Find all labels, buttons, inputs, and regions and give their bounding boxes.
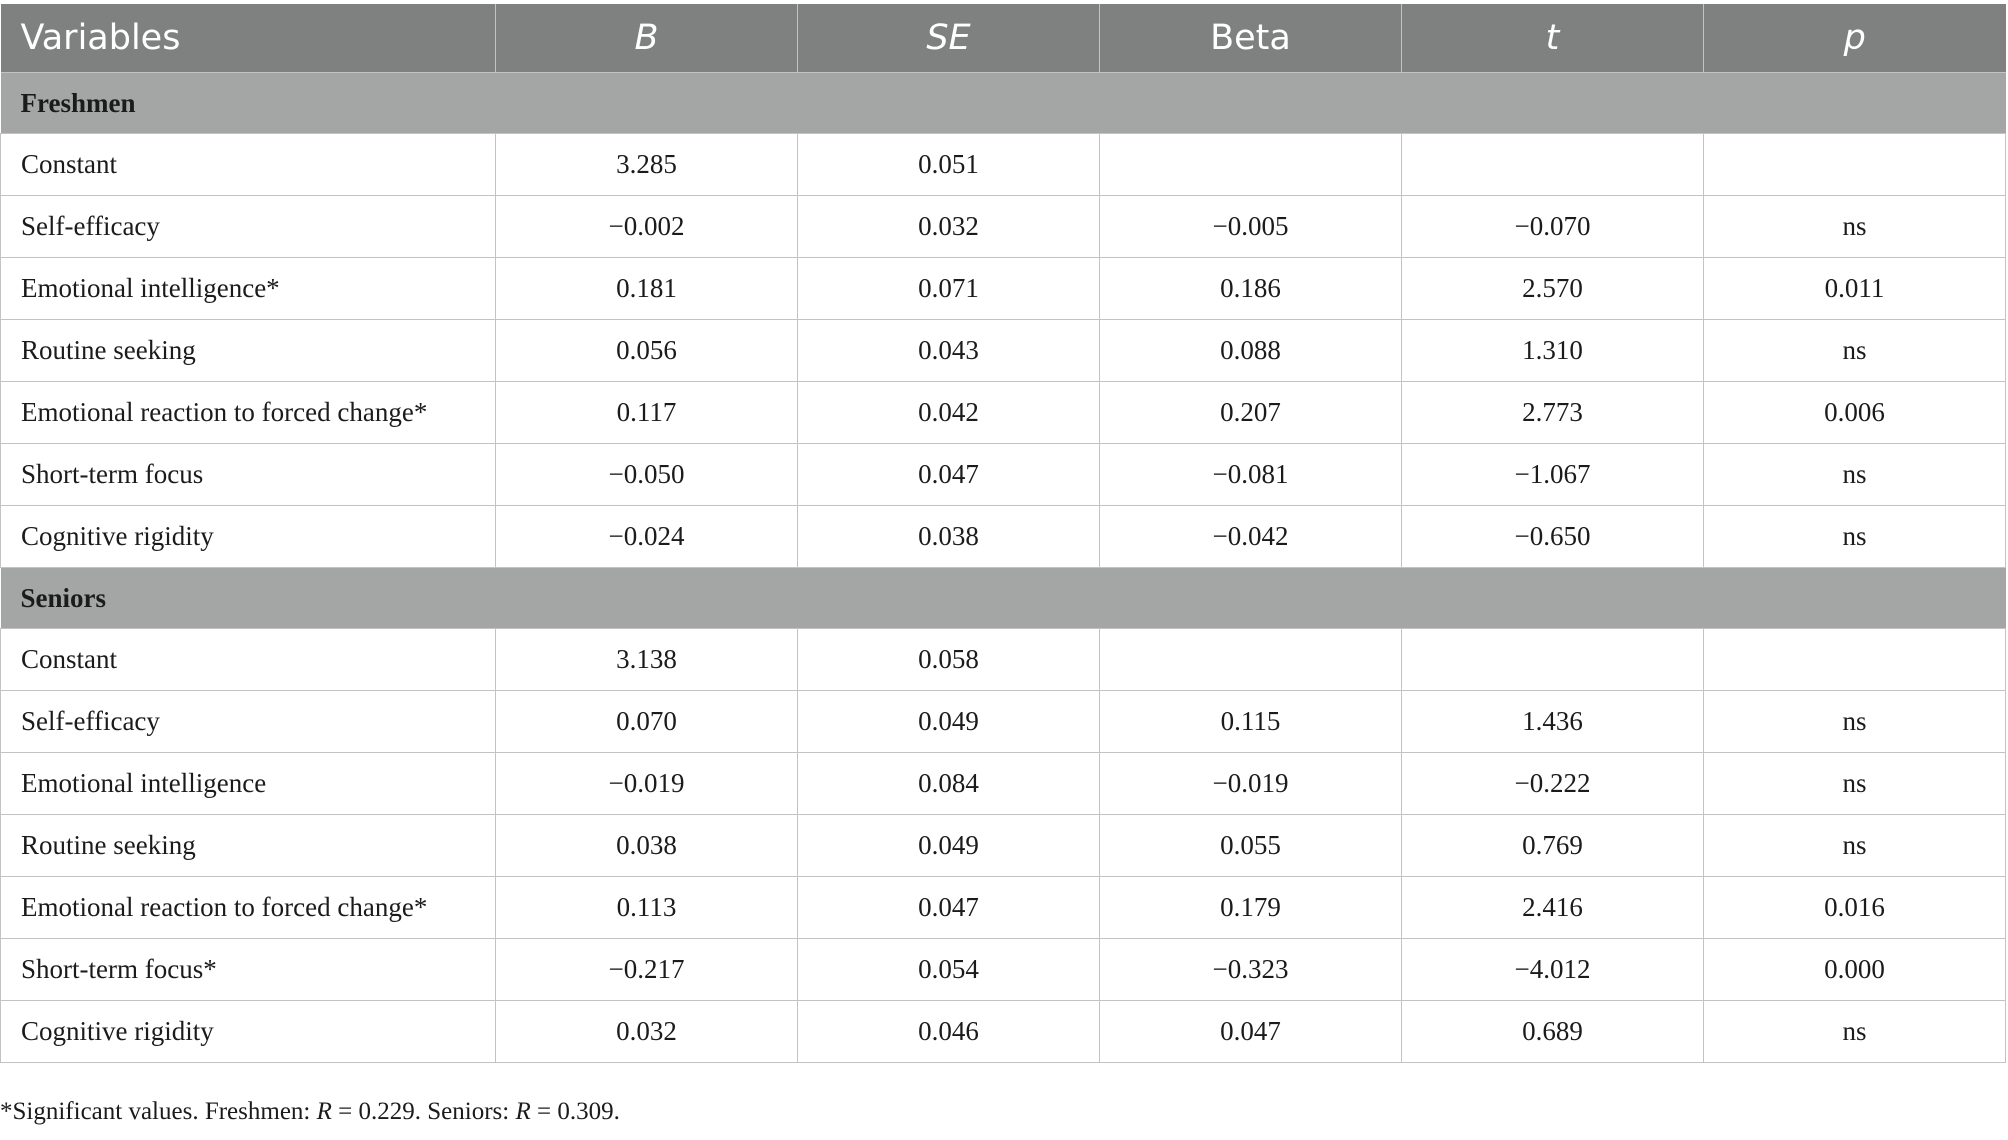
value-cell: ns <box>1704 444 2006 506</box>
value-cell: 0.689 <box>1402 1001 1704 1063</box>
value-cell: 3.285 <box>496 134 798 196</box>
value-cell: 2.570 <box>1402 258 1704 320</box>
group-row <box>1 73 2006 134</box>
table-row <box>1 877 2006 939</box>
value-cell: 0.088 <box>1100 320 1402 382</box>
header-t: t <box>1402 4 1704 73</box>
value-cell: 0.047 <box>1100 1001 1402 1063</box>
value-cell: 0.049 <box>798 691 1100 753</box>
value-cell: 2.773 <box>1402 382 1704 444</box>
header-se: SE <box>798 4 1100 73</box>
table-row <box>1 506 2006 568</box>
value-cell: 0.047 <box>798 877 1100 939</box>
table-row <box>1 196 2006 258</box>
value-cell: −0.024 <box>496 506 798 568</box>
value-cell: 0.179 <box>1100 877 1402 939</box>
value-cell: 0.038 <box>496 815 798 877</box>
value-cell: ns <box>1704 815 2006 877</box>
value-cell: 0.006 <box>1704 382 2006 444</box>
value-cell <box>1100 134 1402 196</box>
value-cell: −0.019 <box>1100 753 1402 815</box>
table-row <box>1 320 2006 382</box>
value-cell <box>1704 134 2006 196</box>
header-variables: Variables <box>1 4 496 73</box>
value-cell: 0.038 <box>798 506 1100 568</box>
variable-name-cell: Cognitive rigidity <box>1 1001 496 1063</box>
table-row <box>1 134 2006 196</box>
table-row <box>1 1001 2006 1063</box>
value-cell: 0.047 <box>798 444 1100 506</box>
footnote-r-symbol: R <box>515 1098 531 1125</box>
value-cell: ns <box>1704 1001 2006 1063</box>
footnote-r-symbol: R <box>316 1098 332 1125</box>
footnote-freshmen-r: = 0.229. Seniors: <box>331 1098 516 1125</box>
header-b: B <box>496 4 798 73</box>
value-cell: 0.032 <box>496 1001 798 1063</box>
variable-name-cell: Emotional intelligence* <box>1 258 496 320</box>
value-cell: 0.043 <box>798 320 1100 382</box>
table-row <box>1 753 2006 815</box>
variable-name-cell: Constant <box>1 134 496 196</box>
value-cell: 0.055 <box>1100 815 1402 877</box>
value-cell: 0.000 <box>1704 939 2006 1001</box>
table-row <box>1 382 2006 444</box>
value-cell: 0.117 <box>496 382 798 444</box>
value-cell: 0.070 <box>496 691 798 753</box>
value-cell: ns <box>1704 320 2006 382</box>
value-cell: −0.042 <box>1100 506 1402 568</box>
value-cell: −0.002 <box>496 196 798 258</box>
value-cell: 0.084 <box>798 753 1100 815</box>
variable-name-cell: Emotional reaction to forced change* <box>1 382 496 444</box>
value-cell <box>1704 629 2006 691</box>
group-label: Seniors <box>1 568 2006 629</box>
value-cell <box>1100 629 1402 691</box>
group-label: Freshmen <box>1 73 2006 134</box>
value-cell: −0.019 <box>496 753 798 815</box>
table-row <box>1 629 2006 691</box>
table-body <box>1 73 2006 1063</box>
value-cell: 0.769 <box>1402 815 1704 877</box>
variable-name-cell: Routine seeking <box>1 320 496 382</box>
value-cell: 2.416 <box>1402 877 1704 939</box>
value-cell: −0.323 <box>1100 939 1402 1001</box>
variable-name-cell: Short-term focus* <box>1 939 496 1001</box>
value-cell: 0.056 <box>496 320 798 382</box>
value-cell: 0.115 <box>1100 691 1402 753</box>
variable-name-cell: Constant <box>1 629 496 691</box>
table-row <box>1 444 2006 506</box>
value-cell: 0.011 <box>1704 258 2006 320</box>
value-cell: 0.071 <box>798 258 1100 320</box>
value-cell: 0.186 <box>1100 258 1402 320</box>
footnote-seniors-r: = 0.309. <box>530 1098 620 1125</box>
value-cell <box>1402 134 1704 196</box>
value-cell: ns <box>1704 196 2006 258</box>
variable-name-cell: Self-efficacy <box>1 196 496 258</box>
table-row <box>1 691 2006 753</box>
value-cell: 0.046 <box>798 1001 1100 1063</box>
footnote-prefix: *Significant values. Freshmen: <box>0 1098 317 1125</box>
value-cell: 0.058 <box>798 629 1100 691</box>
value-cell: −0.070 <box>1402 196 1704 258</box>
variable-name-cell: Short-term focus <box>1 444 496 506</box>
value-cell: 1.436 <box>1402 691 1704 753</box>
value-cell: 0.042 <box>798 382 1100 444</box>
value-cell: −0.222 <box>1402 753 1704 815</box>
variable-name-cell: Routine seeking <box>1 815 496 877</box>
value-cell: −0.081 <box>1100 444 1402 506</box>
variable-name-cell: Emotional intelligence <box>1 753 496 815</box>
value-cell: −0.217 <box>496 939 798 1001</box>
group-row <box>1 568 2006 629</box>
table-row <box>1 939 2006 1001</box>
value-cell: 0.032 <box>798 196 1100 258</box>
header-beta: Beta <box>1100 4 1402 73</box>
value-cell: 1.310 <box>1402 320 1704 382</box>
value-cell: ns <box>1704 691 2006 753</box>
value-cell: −0.050 <box>496 444 798 506</box>
variable-name-cell: Self-efficacy <box>1 691 496 753</box>
value-cell <box>1402 629 1704 691</box>
value-cell: 0.181 <box>496 258 798 320</box>
footnote <box>0 1098 620 1126</box>
regression-table <box>0 4 2006 1063</box>
table-row <box>1 815 2006 877</box>
value-cell: −0.650 <box>1402 506 1704 568</box>
value-cell: −4.012 <box>1402 939 1704 1001</box>
header-p: p <box>1704 4 2006 73</box>
value-cell: ns <box>1704 753 2006 815</box>
value-cell: 0.051 <box>798 134 1100 196</box>
variable-name-cell: Cognitive rigidity <box>1 506 496 568</box>
value-cell: 0.054 <box>798 939 1100 1001</box>
value-cell: 0.049 <box>798 815 1100 877</box>
table-row <box>1 258 2006 320</box>
value-cell: 0.016 <box>1704 877 2006 939</box>
value-cell: 0.207 <box>1100 382 1402 444</box>
value-cell: ns <box>1704 506 2006 568</box>
variable-name-cell: Emotional reaction to forced change* <box>1 877 496 939</box>
value-cell: 3.138 <box>496 629 798 691</box>
header-row <box>1 4 2006 73</box>
value-cell: 0.113 <box>496 877 798 939</box>
value-cell: −1.067 <box>1402 444 1704 506</box>
value-cell: −0.005 <box>1100 196 1402 258</box>
